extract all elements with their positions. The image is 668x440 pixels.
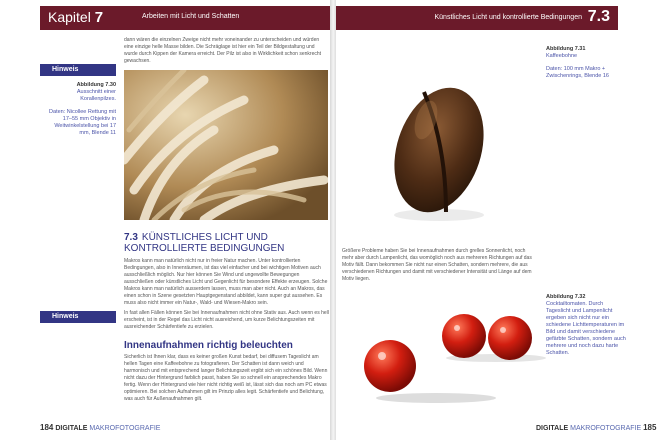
tomatoes-photo xyxy=(346,296,546,406)
footer-right: DIGITALE MAKROFOTOGRAFIE 185 xyxy=(536,423,657,432)
figure-caption-731: Abbildung 7.31 Kaffeebohne Daten: 100 mm Makro + Zwischenrings, Blende 16 xyxy=(546,46,609,79)
right-page xyxy=(336,0,668,440)
subsection-title: Innenaufnahmen richtig beleuchten xyxy=(124,340,293,351)
page-number-right: 185 xyxy=(643,423,657,432)
section-header xyxy=(336,6,618,30)
chapter-label: Kapitel 7 xyxy=(48,9,104,26)
right-paragraph: Größere Probleme haben Sie bei Innenaufnahmen durch grelles Sonnenlicht, noch mehr aber durch Lampenlicht, das womöglich noch aus mehreren Richtungen auf das Motiv fällt. Dann bekommen Sie nicht nur einen Schatten, sondern mehrere, die aus verschiedenen Richtungen und damit mit verschiedener Intensität und Länge auf dem Motiv liegen. xyxy=(342,248,532,282)
figure-caption-730 xyxy=(46,82,116,137)
left-page xyxy=(0,0,332,440)
coffee-bean-photo xyxy=(354,50,504,240)
section-title: 7.3 KÜNSTLICHES LICHT UND KONTROLLIERTE BEDINGUNGEN xyxy=(124,232,285,254)
section-paragraph: Makros kann man natürlich nicht nur in freier Natur machen. Unter kontrollierten Bedingungen, also in Innenräumen, ist das viel einfacher und bei wichtigen Motiven auch ausschließlich möglich. Nur hier können Sie Wind und ungewollte Bewegungen ausschließen oder künstliches Licht und Gegenlicht für besondere Effekte erzeugen. Solche Makros kann man natürlich ausserdem lassen, muss man aber nicht. Auch an Makros, das einen schon in Szene gesetzten Hauptgegenstand abbildet, kann super gut aussehen. Es muss also nicht immer ein Natur-, Wald- und Wiesen-Makro sein. xyxy=(124,258,328,306)
caption-sub: Ausschnitt einer Korallenpilzes. xyxy=(76,89,116,102)
chapter-header xyxy=(40,6,332,30)
subsection-paragraph: Sicherlich ist Ihnen klar, dass es keiner großen Kunst bedarf, bei diffusem Tageslicht am hellen Tagen eine Kaffeebohne zu fotografieren. Der Schatten ist dann weich und harmonisch und mit entsprechend langer Belichtungszeit ergibt sich ein schönes Bild. Wenn nicht dazu der Hintergrund farblich passt, haben Sie so schnell ein ansprechendes Makro fertig. Wenn der Hintergrund wie hier nicht richtig weiß ist, lässt sich das noch am PC etwas optimieren. Bei solchen Aufnahmen gilt im Prinzip alles legit. Schärfentiefe und Belichtung, was auch für Außenaufnahmen gilt. xyxy=(124,354,328,402)
figure-caption-732: Abbildung 7.32 Cocktailtomaten. Durch Tageslicht und Lampenlicht ergeben sich nicht nur ein schiedene Lichttemperaturen im Bild und damit verschiedene gefärbte Schatten, sondern auch mehrere und noch dazu harte Schatten. xyxy=(546,294,626,356)
running-head-left: Arbeiten mit Licht und Schatten xyxy=(142,13,240,20)
caption-body: Daten: Nicollee Rettung mit 17–55 mm Objektiv in Weitwinkelstellung bei 17 mm, Blende 11 xyxy=(49,109,116,136)
running-head-right: Künstliches Licht und kontrollierte Bedingungen xyxy=(434,14,582,21)
hinweis-box-1: Hinweis xyxy=(40,64,116,76)
page-number-left: 184 xyxy=(40,423,54,432)
hinweis-paragraph: In fast allen Fällen können Sie bei Innenaufnahmen nicht ohne Stativ aus. Auch wenn es hell erscheint, ist in der Regel das Licht nicht ausreichend, um kurze Belichtungszeiten mit ausreichender Schärfentiefe zu erzielen. xyxy=(124,310,329,330)
intro-paragraph: dann wären die einzelnen Zweige nicht mehr voneinander zu unterscheiden und würden eine einzige helle Masse bilden. Die Schräglage ist hier ein Teil der Bildgestaltung und wurde durch Kippen der Kamera erreicht. Der Pilz ist also in Wirklichkeit schon senkrecht gewachsen. xyxy=(124,37,322,64)
section-number: 7.3 xyxy=(587,8,610,25)
coral-mushroom-photo xyxy=(124,70,328,220)
caption-title: Abbildung 7.30 xyxy=(76,82,116,88)
hinweis-box-2: Hinweis xyxy=(40,311,116,323)
footer-left: 184 DIGITALE MAKROFOTOGRAFIE xyxy=(40,423,161,432)
